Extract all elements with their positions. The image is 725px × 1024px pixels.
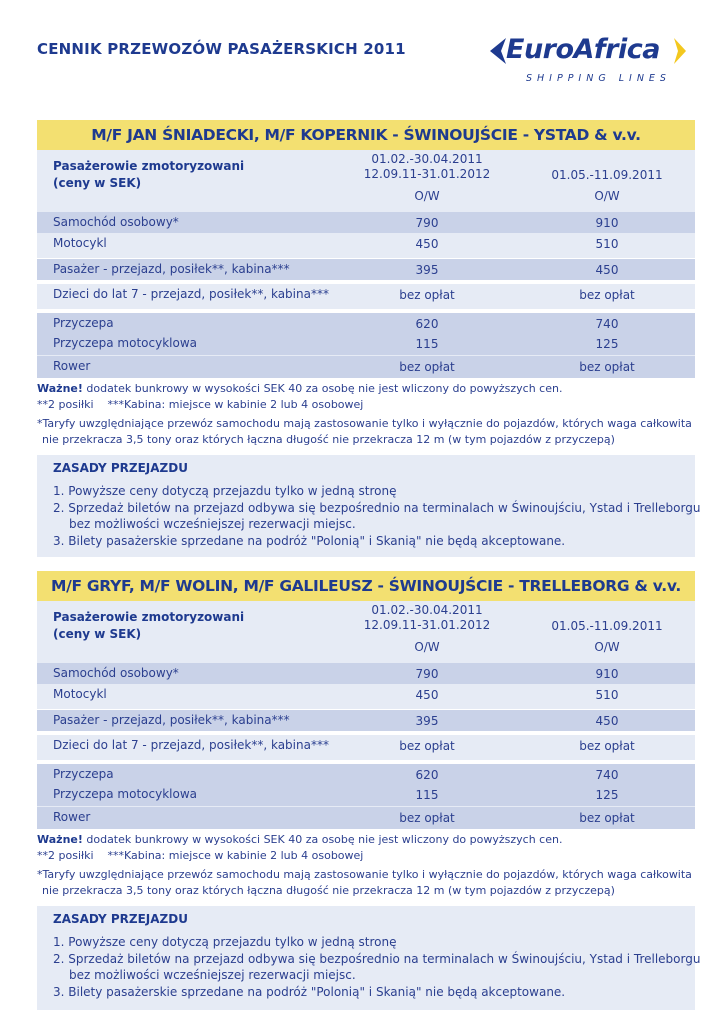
page-title: CENNIK PRZEWOZÓW PASAŻERSKICH 2011 (37, 40, 406, 58)
price-table-1 (37, 120, 695, 378)
table-row: Przyczepa 620 740 (37, 764, 695, 784)
logo-name: EuroAfrica (506, 34, 660, 65)
period-1: 01.02.-30.04.2011 12.09.11-31.01.2012 (363, 603, 491, 632)
rules-title: ZASADY PRZEJAZDU (53, 461, 188, 475)
ow-label-2: O/W (594, 640, 620, 654)
table-row: Rower bez opłat bez opłat (37, 806, 695, 829)
rules-title: ZASADY PRZEJAZDU (53, 912, 188, 926)
table-row: Przyczepa motocyklowa 115 125 (37, 333, 695, 355)
table-row: Rower bez opłat bez opłat (37, 355, 695, 378)
route-title: M/F GRYF, M/F WOLIN, M/F GALILEUSZ - ŚWINOUJŚCIE - TRELLEBORG & v.v. (37, 571, 695, 601)
header-label: Pasażerowie zmotoryzowani (ceny w SEK) (53, 159, 245, 190)
table-row: Pasażer - przejazd, posiłek**, kabina*** 395 450 (37, 259, 695, 280)
arrow-right-icon (672, 36, 688, 66)
table-row: Samochód osobowy* 790 910 (37, 663, 695, 684)
table-header (37, 601, 695, 663)
table-row: Dzieci do lat 7 - przejazd, posiłek**, kabina*** bez opłat bez opłat (37, 735, 695, 760)
period-1: 01.02.-30.04.2011 12.09.11-31.01.2012 (363, 152, 491, 181)
route-title: M/F JAN ŚNIADECKI, M/F KOPERNIK - ŚWINOUJŚCIE - YSTAD & v.v. (37, 120, 695, 150)
rules-box-1 (37, 455, 701, 557)
rules-list: 1. Powyższe ceny dotyczą przejazdu tylko w jedną stronę 2. Sprzedaż biletów na przejazd odbywa się bezpośrednio na terminalach w Świnoujściu, Ystad i Trelleborgu bez możliwości wcześniejszej rezerwacji miejsc. 3. Bilety pasażerskie sprzedane na podróż "Polonią" i Skanią" nie będą akceptowane. (53, 484, 701, 548)
table-row: Motocykl 450 510 (37, 233, 695, 258)
ow-label-1: O/W (414, 640, 440, 654)
table-header (37, 150, 695, 212)
table-row: Motocykl 450 510 (37, 684, 695, 709)
table-row: Pasażer - przejazd, posiłek**, kabina*** 395 450 (37, 710, 695, 731)
table-row: Samochód osobowy* 790 910 (37, 212, 695, 233)
period-2: 01.05.-11.09.2011 (551, 619, 663, 633)
header-label: Pasażerowie zmotoryzowani (ceny w SEK) (53, 610, 245, 641)
notes-2: Ważne! dodatek bunkrowy w wysokości SEK 40 za osobę nie jest wliczony do powyższych cen. **2 posiłki ***Kabina: miejsce w kabinie 2 lub 4 osobowej *Taryfy uwzględniające przewóz samochodu mają zastosowanie tylko i wyłącznie do pojazdów, których waga całkowita nie przekracza 3,5 tony oraz których łączna długość nie przekracza 12 m (w tym pojazdów z przyczepą) (37, 833, 692, 897)
notes-1: Ważne! dodatek bunkrowy w wysokości SEK 40 za osobę nie jest wliczony do powyższych cen. **2 posiłki ***Kabina: miejsce w kabinie 2 lub 4 osobowej *Taryfy uwzględniające przewóz samochodu mają zastosowanie tylko i wyłącznie do pojazdów, których waga całkowita nie przekracza 3,5 tony oraz których łączna długość nie przekracza 12 m (w tym pojazdów z przyczepą) (37, 382, 692, 446)
rules-box-2 (37, 906, 701, 1010)
ow-label-2: O/W (594, 189, 620, 203)
arrow-left-icon (488, 36, 508, 66)
period-2: 01.05.-11.09.2011 (551, 168, 663, 182)
table-row: Przyczepa 620 740 (37, 313, 695, 333)
rules-list: 1. Powyższe ceny dotyczą przejazdu tylko w jedną stronę 2. Sprzedaż biletów na przejazd odbywa się bezpośrednio na terminalach w Świnoujściu, Ystad i Trelleborgu bez możliwości wcześniejszej rezerwacji miejsc. 3. Bilety pasażerskie sprzedane na podróż "Polonią" i Skanią" nie będą akceptowane. (53, 935, 701, 999)
logo (488, 30, 688, 90)
table-row: Dzieci do lat 7 - przejazd, posiłek**, kabina*** bez opłat bez opłat (37, 284, 695, 309)
price-table-2 (37, 571, 695, 829)
table-row: Przyczepa motocyklowa 115 125 (37, 784, 695, 806)
ow-label-1: O/W (414, 189, 440, 203)
logo-subtitle: SHIPPING LINES (526, 73, 671, 84)
